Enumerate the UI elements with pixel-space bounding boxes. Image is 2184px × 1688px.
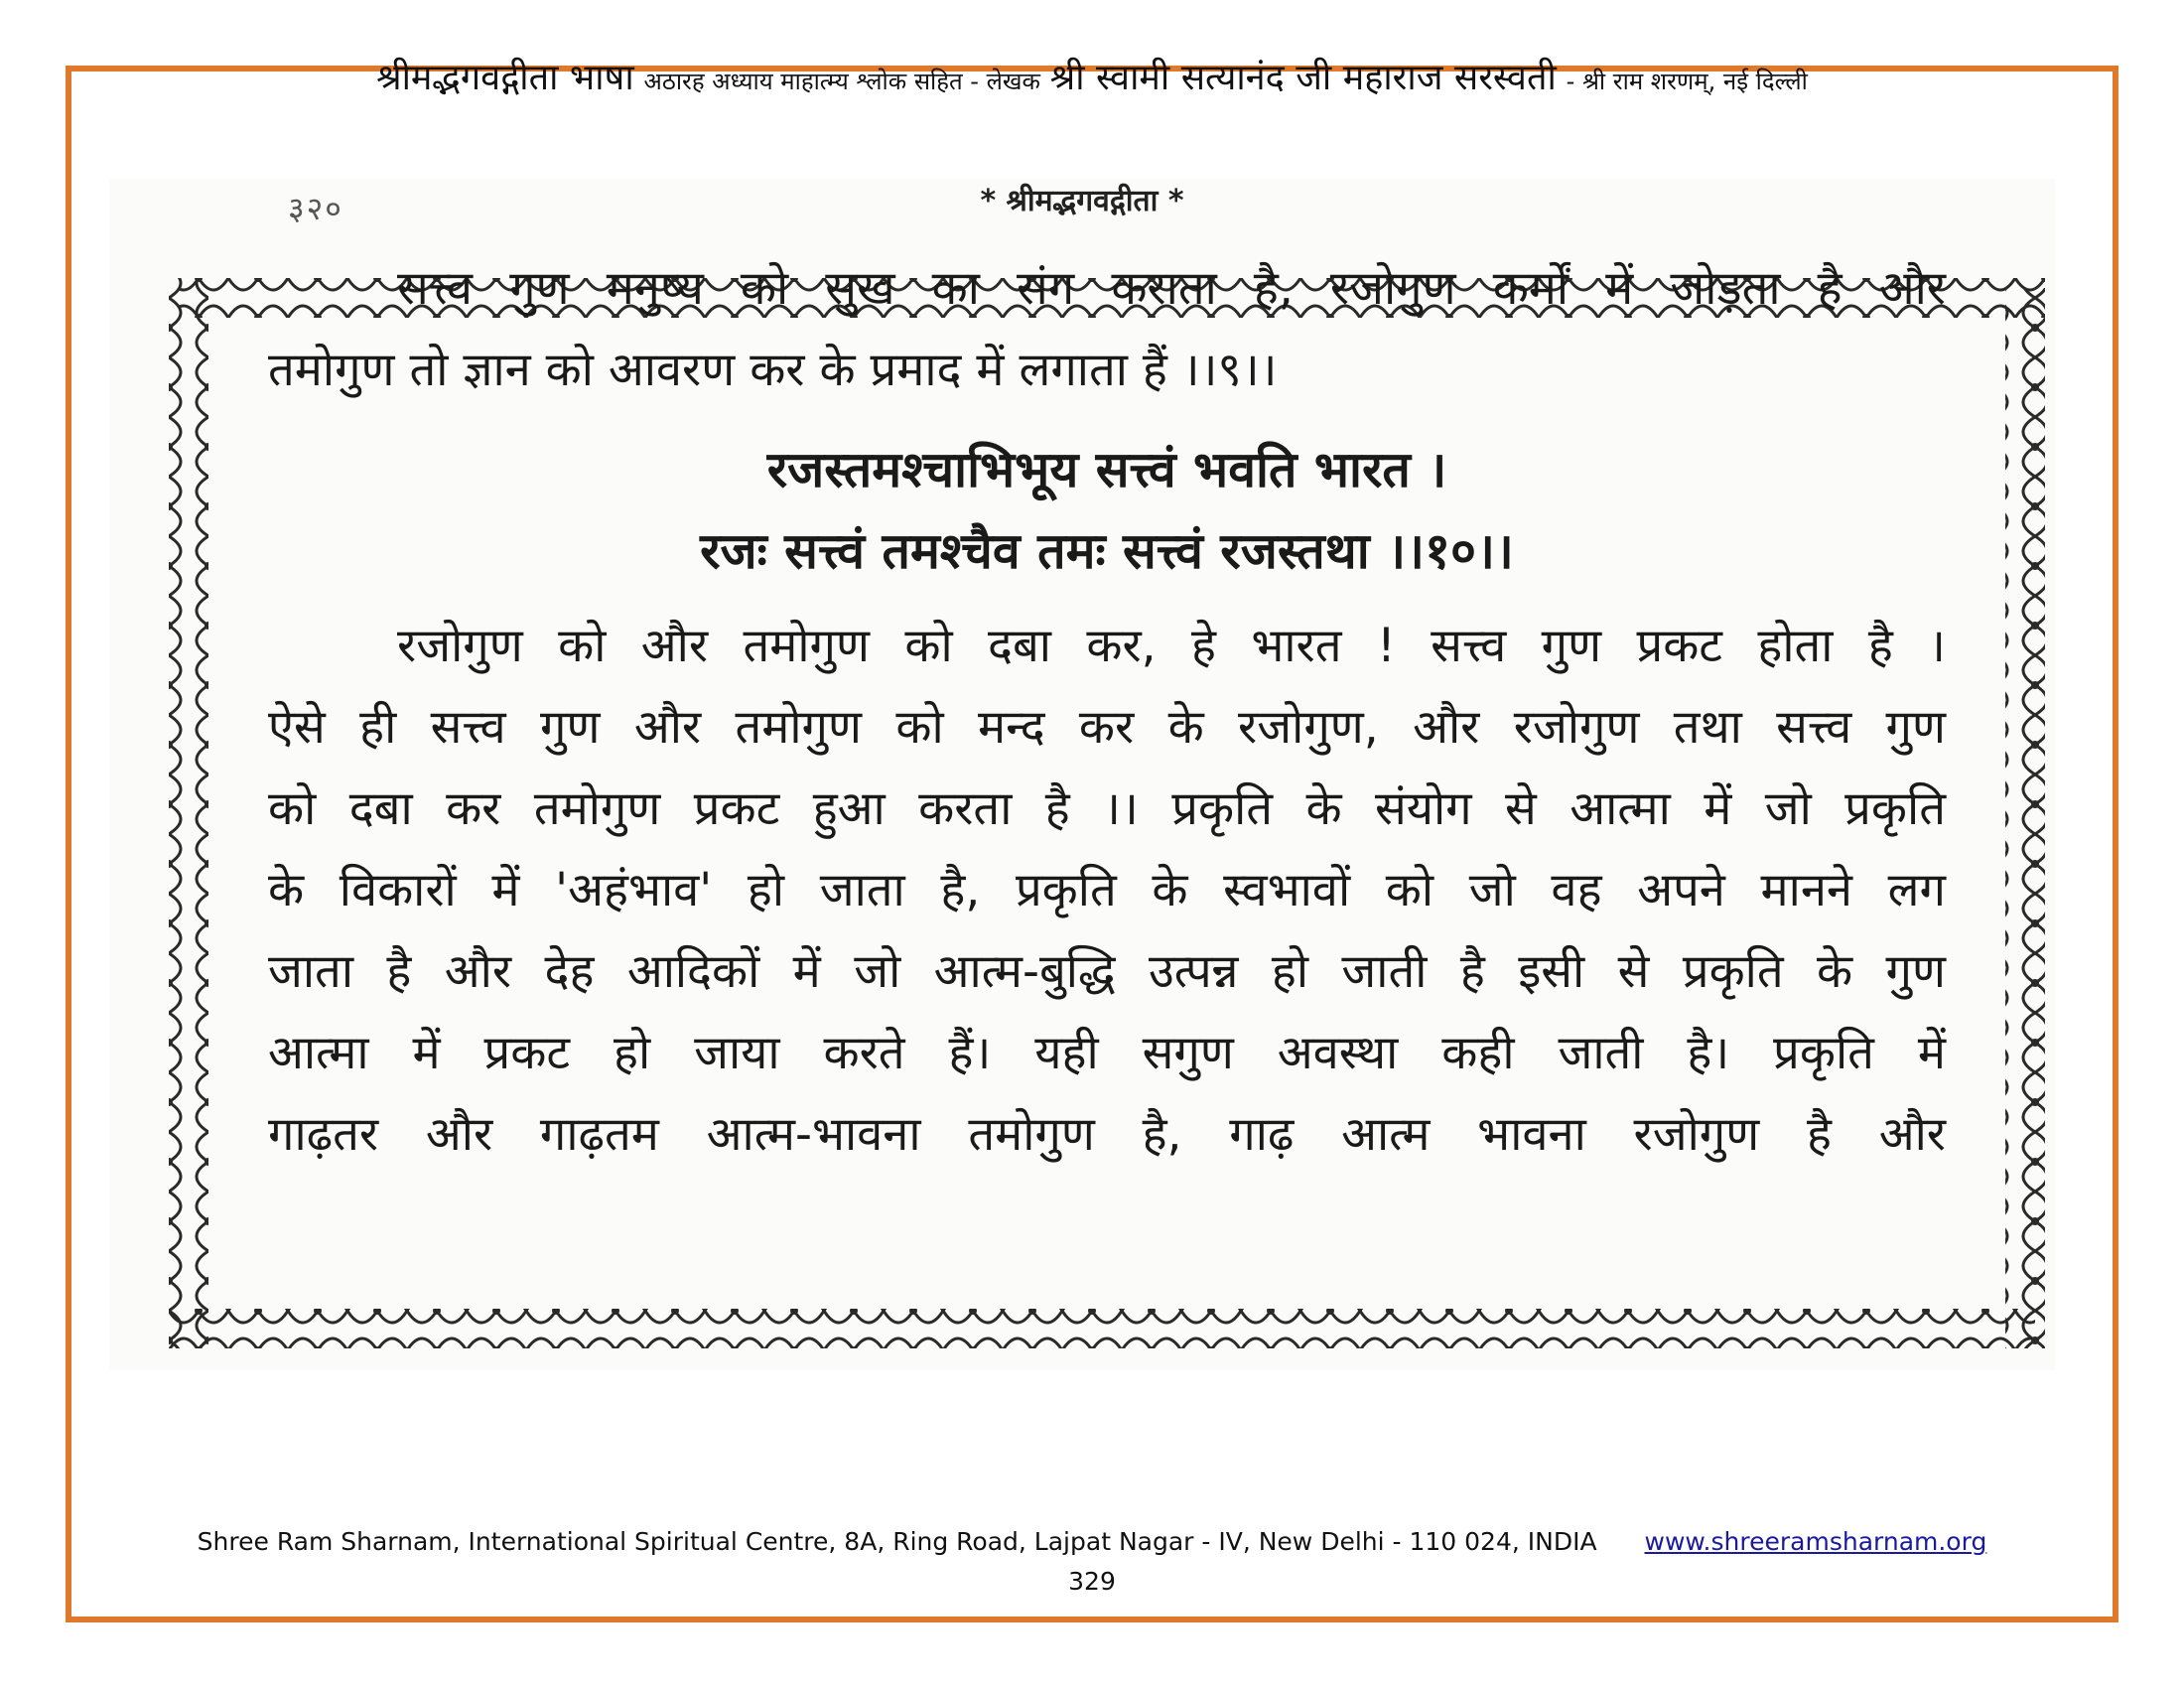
header-subtitle: अठारह अध्याय माहात्म्य श्लोक सहित - लेखक xyxy=(643,68,1040,95)
sanskrit-verse xyxy=(268,429,1946,592)
page-number: 329 xyxy=(1068,1567,1116,1596)
document-header xyxy=(0,52,2184,100)
website-link[interactable]: www.shreeramsharnam.org xyxy=(1644,1527,1987,1556)
para2-line5: जाता है और देह आदिकों में जो आत्म-बुद्धि उत्पन्न हो जाती है इसी से प्रकृति के गुण xyxy=(268,944,1946,999)
footer-address: Shree Ram Sharnam, International Spiritual Centre, 8A, Ring Road, Lajpat Nagar - IV, New Delhi - 110 024, INDIA xyxy=(197,1527,1597,1556)
footer xyxy=(0,1527,2184,1556)
para2-line2: ऐसे ही सत्त्व गुण और तमोगुण को मन्द कर के रजोगुण, और रजोगुण तथा सत्त्व गुण xyxy=(268,700,1946,755)
para2-line4: के विकारों में 'अहंभाव' हो जाता है, प्रकृति के स्वभावों को जो वह अपने मानने लग xyxy=(268,863,1946,917)
body-text xyxy=(268,248,1946,1176)
verse-line1: रजस्तमश्चाभिभूय सत्त्वं भवति भारत । xyxy=(766,441,1447,498)
para2-line1: रजोगुण को और तमोगुण को दबा कर, हे भारत ! सत्त्व गुण प्रकट होता है । xyxy=(397,619,1946,673)
header-title: श्रीमद्भगवद्गीता भाषा xyxy=(376,58,634,98)
para1-line2: तमोगुण तो ज्ञान को आवरण कर के प्रमाद में लगाता हैं ।।९।। xyxy=(268,343,1278,397)
para2-line7: गाढ़तर और गाढ़तम आत्म-भावना तमोगुण है, गाढ़ आत्म भावना रजोगुण है और xyxy=(268,1107,1947,1162)
scanned-page xyxy=(109,179,2055,1370)
border-right xyxy=(2005,288,2045,1348)
header-author: श्री स्वामी सत्यानंद जी महाराज सरस्वती xyxy=(1049,58,1557,98)
header-publisher: - श्री राम शरणम्, नई दिल्ली xyxy=(1566,68,1808,95)
para2-line6: आत्मा में प्रकट हो जाया करते हैं। यही सगुण अवस्था कही जाती है। प्रकृति में xyxy=(268,1026,1946,1080)
para2-line3: को दबा कर तमोगुण प्रकट हुआ करता है ।। प्रकृति के संयोग से आत्मा में जो प्रकृति xyxy=(268,781,1946,836)
old-page-number: ३२० xyxy=(288,190,343,227)
verse-line2: रजः सत्त्वं तमश्चैव तमः सत्त्वं रजस्तथा ।।१०।। xyxy=(700,522,1514,580)
border-bottom xyxy=(169,1309,2035,1348)
running-title: * श्रीमद्भगवद्गीता * xyxy=(980,184,1184,218)
border-left xyxy=(169,278,208,1348)
para1-line1: सत्त्व गुण मनुष्य को सुख का संग कराता है, रजोगुण कर्मों में जोड़ता है और xyxy=(397,261,1946,316)
